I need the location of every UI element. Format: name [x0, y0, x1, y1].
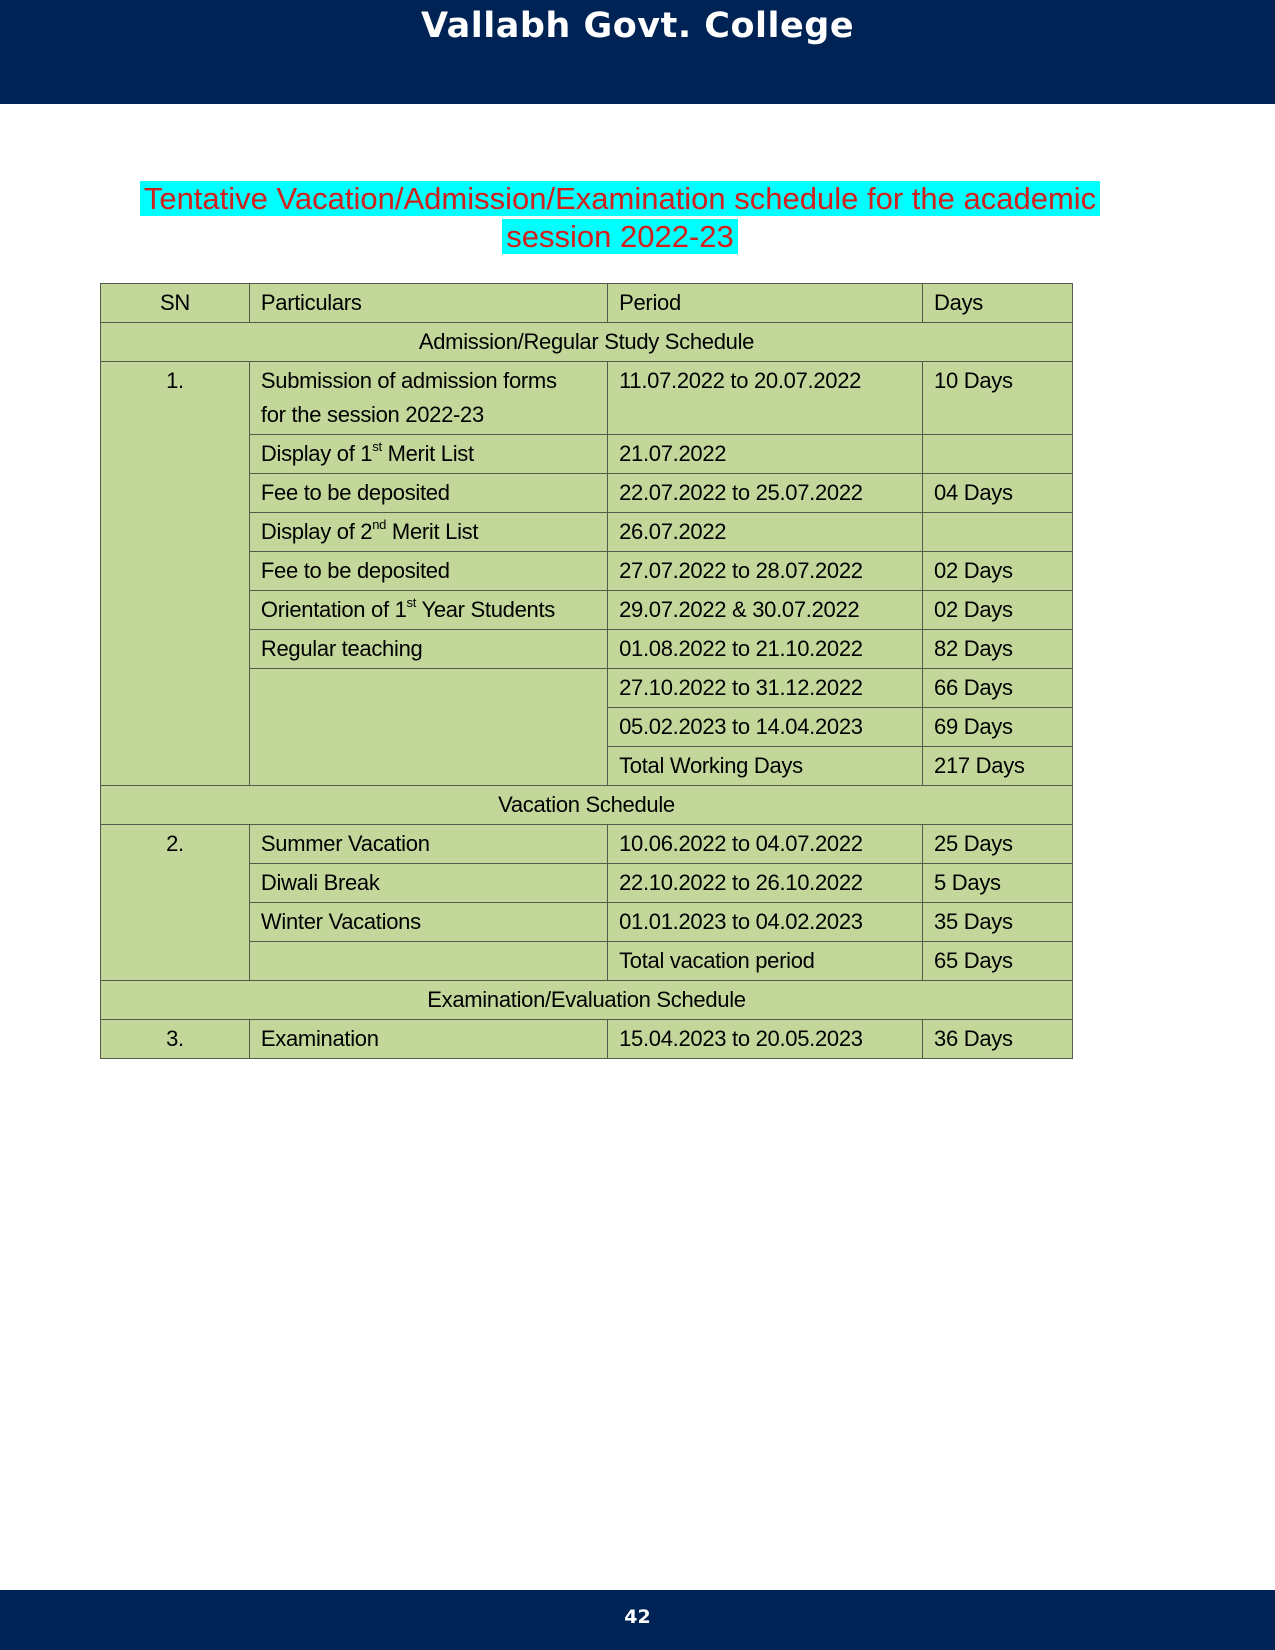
column-header-period: Period: [608, 284, 923, 323]
particulars-cell: Display of 1st Merit List: [249, 435, 607, 474]
days-cell: 69 Days: [923, 708, 1073, 747]
document-title: [100, 180, 1140, 256]
sn-cell: 1.: [101, 362, 250, 786]
period-cell: 21.07.2022: [608, 435, 923, 474]
particulars-cell: Summer Vacation: [249, 825, 607, 864]
particulars-cell: Orientation of 1st Year Students: [249, 591, 607, 630]
days-cell: 10 Days: [923, 362, 1073, 435]
column-header-sn: SN: [101, 284, 250, 323]
table-row: [101, 1020, 1073, 1059]
section-heading-row: [101, 786, 1073, 825]
document-title-line2: session 2022-23: [502, 219, 738, 254]
particulars-cell: Examination: [249, 1020, 607, 1059]
period-cell: 10.06.2022 to 04.07.2022: [608, 825, 923, 864]
particulars-cell-empty: [249, 942, 607, 981]
particulars-cell: Regular teaching: [249, 630, 607, 669]
period-cell: 11.07.2022 to 20.07.2022: [608, 362, 923, 435]
total-days-cell: 65 Days: [923, 942, 1073, 981]
page-number: 42: [624, 1606, 651, 1628]
total-label-cell: Total vacation period: [608, 942, 923, 981]
days-cell: 02 Days: [923, 591, 1073, 630]
particulars-cell: Display of 2nd Merit List: [249, 513, 607, 552]
page-footer: [0, 1590, 1275, 1650]
total-label-cell: Total Working Days: [608, 747, 923, 786]
particulars-cell-empty: [249, 669, 607, 786]
section-heading-row: [101, 323, 1073, 362]
period-cell: 15.04.2023 to 20.05.2023: [608, 1020, 923, 1059]
period-cell: 26.07.2022: [608, 513, 923, 552]
sn-cell: 3.: [101, 1020, 250, 1059]
days-cell: 82 Days: [923, 630, 1073, 669]
days-cell: 25 Days: [923, 825, 1073, 864]
schedule-table: [100, 283, 1073, 1059]
period-cell: 01.01.2023 to 04.02.2023: [608, 903, 923, 942]
particulars-cell: Fee to be deposited: [249, 552, 607, 591]
section-heading-row: [101, 981, 1073, 1020]
days-cell: 36 Days: [923, 1020, 1073, 1059]
days-cell: [923, 513, 1073, 552]
section-heading-admission: Admission/Regular Study Schedule: [101, 323, 1073, 362]
days-cell: 35 Days: [923, 903, 1073, 942]
particulars-cell: Winter Vacations: [249, 903, 607, 942]
sn-cell: 2.: [101, 825, 250, 981]
period-cell: 27.10.2022 to 31.12.2022: [608, 669, 923, 708]
column-header-particulars: Particulars: [249, 284, 607, 323]
particulars-cell: Diwali Break: [249, 864, 607, 903]
period-cell: 01.08.2022 to 21.10.2022: [608, 630, 923, 669]
particulars-cell: Fee to be deposited: [249, 474, 607, 513]
table-header-row: [101, 284, 1073, 323]
particulars-cell: Submission of admission forms for the session 2022-23: [249, 362, 607, 435]
section-heading-examination: Examination/Evaluation Schedule: [101, 981, 1073, 1020]
period-cell: 27.07.2022 to 28.07.2022: [608, 552, 923, 591]
days-cell: 5 Days: [923, 864, 1073, 903]
table-row: [101, 825, 1073, 864]
page-header: [0, 0, 1275, 104]
document-title-line1: Tentative Vacation/Admission/Examination schedule for the academic: [140, 181, 1100, 216]
period-cell: 29.07.2022 & 30.07.2022: [608, 591, 923, 630]
column-header-days: Days: [923, 284, 1073, 323]
total-days-cell: 217 Days: [923, 747, 1073, 786]
period-cell: 05.02.2023 to 14.04.2023: [608, 708, 923, 747]
table-row: [101, 362, 1073, 435]
section-heading-vacation: Vacation Schedule: [101, 786, 1073, 825]
days-cell: [923, 435, 1073, 474]
period-cell: 22.10.2022 to 26.10.2022: [608, 864, 923, 903]
period-cell: 22.07.2022 to 25.07.2022: [608, 474, 923, 513]
days-cell: 02 Days: [923, 552, 1073, 591]
college-name: Vallabh Govt. College: [420, 6, 855, 46]
days-cell: 04 Days: [923, 474, 1073, 513]
days-cell: 66 Days: [923, 669, 1073, 708]
